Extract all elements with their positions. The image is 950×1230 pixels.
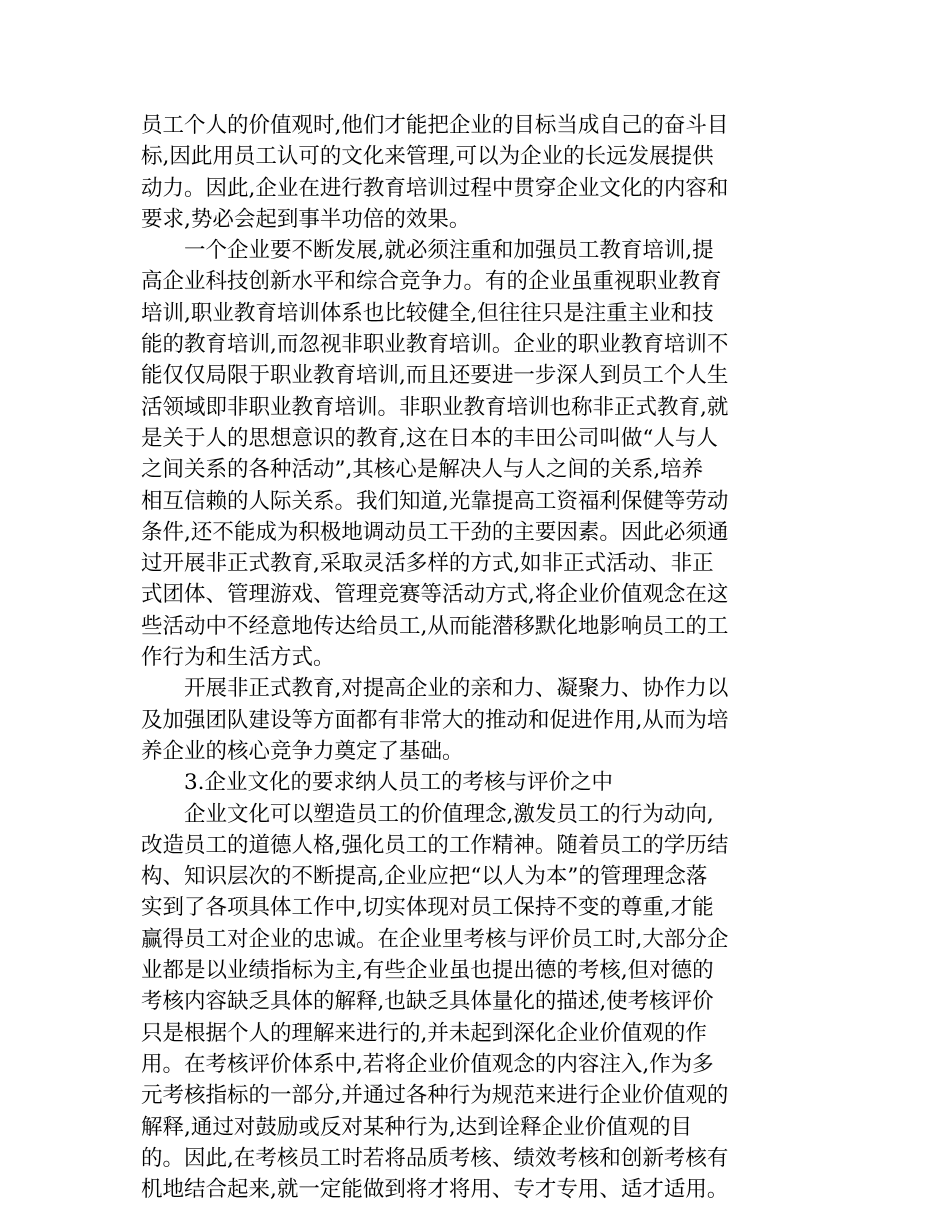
text-line: 养企业的核心竞争力奠定了基础。 — [141, 738, 464, 764]
body-text — [141, 110, 741, 1205]
text-line: 赢得员工对企业的忠诚。在企业里考核与评价员工时,大部分企 — [141, 926, 729, 952]
text-line: 式团体、管理游戏、管理竞赛等活动方式,将企业价值观念在这 — [141, 582, 729, 608]
text-line: 员工个人的价值观时,他们才能把企业的目标当成自己的奋斗目 — [141, 113, 729, 138]
text-line: 过开展非正式教育,采取灵活多样的方式,如非正式活动、非正 — [141, 551, 714, 577]
text-line: 相互信赖的人际关系。我们知道,光靠提高工资福利保健等劳动 — [141, 488, 729, 514]
text-line: 业都是以业绩指标为主,有些企业虽也提出德的考核,但对德的 — [141, 958, 714, 984]
text-line: 3.企业文化的要求纳人员工的考核与评价之中 — [184, 770, 614, 796]
text-line: 的。因此,在考核员工时若将品质考核、绩效考核和创新考核有 — [141, 1145, 729, 1171]
text-line: 能的教育培训,而忽视非职业教育培训。企业的职业教育培训不 — [141, 332, 729, 358]
text-line: 改造员工的道德人格,强化员工的工作精神。随着员工的学历结 — [141, 832, 729, 858]
text-line: 标,因此用员工认可的文化来管理,可以为企业的长远发展提供 — [141, 144, 714, 170]
text-line: 用。在考核评价体系中,若将企业价值观念的内容注入,作为多 — [141, 1051, 714, 1077]
text-line: 元考核指标的一部分,并通过各种行为规范来进行企业价值观的 — [141, 1083, 729, 1109]
text-line: 只是根据个人的理解来进行的,并未起到深化企业价值观的作 — [141, 1020, 707, 1046]
text-line: 企业文化可以塑造员工的价值理念,激发员工的行为动向, — [184, 801, 714, 827]
text-line: 培训,职业教育培训体系也比较健全,但往往只是注重主业和技 — [141, 300, 714, 326]
text-line: 高企业科技创新水平和综合竞争力。有的企业虽重视职业教育 — [141, 269, 722, 295]
text-line: 作行为和生活方式。 — [141, 645, 335, 671]
text-line: 是关于人的思想意识的教育,这在日本的丰田公司叫做“人与人 — [141, 425, 718, 451]
text-line: 机地结合起来,就一定能做到将才将用、专才专用、适才适用。 — [141, 1177, 729, 1203]
text-line: 条件,还不能成为积极地调动员工干劲的主要因素。因此必须通 — [141, 519, 729, 545]
text-line: 之间关系的各种活动”,其核心是解决人与人之间的关系,培养 — [141, 457, 704, 483]
text-line: 能仅仅局限于职业教育培训,而且还要进一步深人到员工个人生 — [141, 363, 729, 389]
text-line: 解释,通过对鼓励或反对某种行为,达到诠释企业价值观的目 — [141, 1114, 693, 1140]
text-line: 一个企业要不断发展,就必须注重和加强员工教育培训,提 — [184, 238, 714, 264]
text-line: 活领域即非职业教育培训。非职业教育培训也称非正式教育,就 — [141, 394, 729, 420]
text-line: 动力。因此,企业在进行教育培训过程中贯穿企业文化的内容和 — [141, 175, 729, 201]
text-line: 些活动中不经意地传达给员工,从而能潜移默化地影响员工的工 — [141, 613, 729, 639]
text-line: 要求,势必会起到事半功倍的效果。 — [141, 206, 471, 232]
text-line: 开展非正式教育,对提高企业的亲和力、凝聚力、协作力以 — [184, 676, 729, 702]
text-line: 构、知识层次的不断提高,企业应把“以人为本”的管理理念落 — [141, 864, 708, 890]
text-line: 及加强团队建设等方面都有非常大的推动和促进作用,从而为培 — [141, 707, 729, 733]
text-line: 考核内容缺乏具体的解释,也缺乏具体量化的描述,使考核评价 — [141, 989, 714, 1015]
text-line: 实到了各项具体工作中,切实体现对员工保持不变的尊重,才能 — [141, 895, 714, 921]
